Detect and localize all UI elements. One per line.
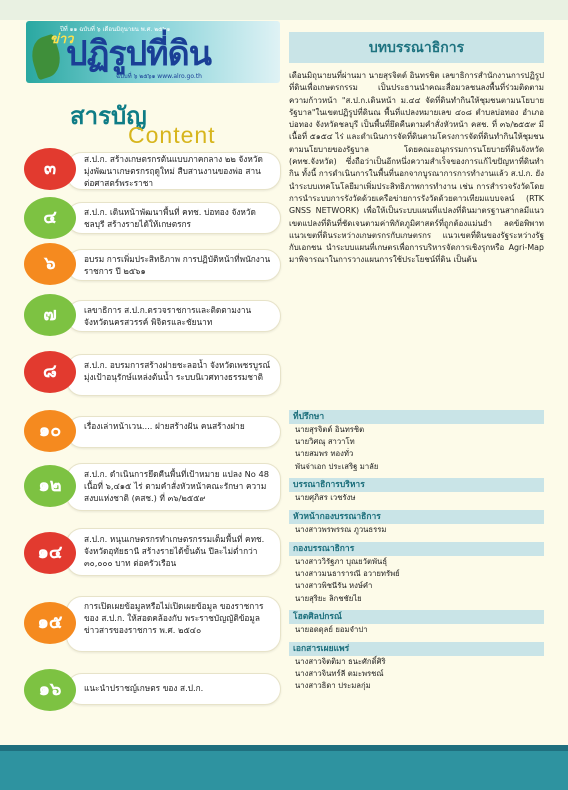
toc-item-text: เรื่องเล่าหน้าเวน.... ฝายสร้างฝัน คนสร้างฝาย [84,421,245,431]
page-number-bubble: ๘ [24,351,76,393]
toc-item-text: ส.ป.ก. สร้างเกษตรกรต้นแบบภาคกลาง ๒๒ จังหวัด มุ่งพัฒนาเกษตรกรฤดูใหม่ สืบสานงานของพ่อ สานต่อศาสตร์พระราชา [84,154,263,188]
staff-names [289,492,544,504]
staff-heading: หัวหน้ากองบรรณาธิการ [289,510,544,524]
staff-names [289,624,544,636]
staff-section-executive-editor [289,478,544,504]
toc-item[interactable] [24,669,281,713]
staff-section-chief-editor [289,510,544,536]
toc-item-text: การเปิดเผยข้อมูลหรือไม่เปิดเผยข้อมูล ของราชการของ ส.ป.ก. ให้สอดคล้องกับ พระราชบัญญัติข้อมูลข่าวสารของราชการ พ.ศ. ๒๕๔๐ [84,601,264,635]
staff-names [289,424,544,473]
staff-name: นางสาวธิดา ประมลกุ่ม [295,681,371,691]
toc-item[interactable] [24,528,281,580]
toc-item[interactable] [24,243,281,287]
masthead-title: ปฏิรูปที่ดิน [66,35,211,73]
toc-item[interactable] [24,351,281,399]
toc-title-english: Content [128,122,216,148]
bottom-band-stripe [0,745,568,751]
staff-name: นายอดดุลย์ ยอมจำปา [295,625,368,634]
toc-item[interactable] [24,596,281,652]
staff-heading: เอกสารเผยแพร่ [289,642,544,656]
staff-section-advisors [289,410,544,473]
staff-names [289,556,544,605]
editorial-heading: บทบรรณาธิการ [368,39,465,55]
toc-title-thai: สารบัญ [70,103,147,130]
toc-item[interactable] [24,294,281,338]
staff-section-distribution [289,642,544,693]
toc-item-text: ส.ป.ก. เดินหน้าพัฒนาพื้นที่ คทช. บ่อทอง จังหวัดชลบุรี สร้างรายได้ให้เกษตรกร [84,207,256,229]
toc-item-text: แนะนำปราชญ์เกษตร ของ ส.ป.ก. [84,683,204,693]
staff-heading: บรรณาธิการบริหาร [289,478,544,492]
staff-name: นางสาวมนธารารณี อวายทรัพย์ [295,569,400,579]
toc-item[interactable] [24,463,281,513]
toc-item[interactable] [24,198,281,238]
toc-item-text: อบรม การเพิ่มประสิทธิภาพ การปฏิบัติหน้าที่พนักงานราชการ ปี ๒๕๖๑ [84,254,271,276]
staff-heading: กองบรรณาธิการ [289,542,544,556]
staff-name: นางสาววิรัฐภา บุณยวัตพันธุ์ [295,557,388,566]
masthead-ribbon: ปีที่ ๑๑ ฉบับที่ ๖ เดือนมิถุนายน พ.ศ. ๒๕๖๑ [60,26,171,33]
staff-section-editorial-board [289,542,544,605]
editorial-header [289,32,544,63]
staff-name: นายศุภิสร เวชรังษ [295,493,356,502]
staff-name: นายสุริยะ ลิกชชัยไย [295,593,362,603]
staff-name: พันจ่าเอก ประเสริฐ มาลัย [295,461,379,471]
toc-item-text: ส.ป.ก. หนุนเกษตรกรทำเกษตรกรรมเต็มพื้นที่ คทช. จังหวัดอุทัยธานี สร้างรายได้ขั้นต้น ปีละไม่ต่ำกว่า ๓๐,๐๐๐ บาท ต่อครัวเรือน [84,534,265,568]
staff-name: นายสมพร ทองทั่ว [295,449,354,459]
bottom-band [0,745,568,790]
staff-name: นางสาวพรพรรณ ภูวนธรรม [295,525,387,534]
page-number-bubble: ๑๒ [24,465,76,507]
top-band [0,0,568,20]
page-number-bubble: ๗ [24,294,76,336]
editorial-body: เดือนมิถุนายนที่ผ่านมา นายสุรจิตต์ อินทรชิต เลขาธิการสำนักงานการปฏิรูปที่ดินเพื่อเกษตรกรรม เป็นประธานนำคณะสื่อมวลชนลงพื้นที่ร่วมติดตามความก้าวหน้า "ส.ป.ก.เดินหน้า ม.๔๔ จัดที่ดินทำกินให้ชุมชนตามนโยบายรัฐบาล"ในเขตปฏิรูปที่ดินณ พื้นที่แปลงหมายเลข ๔๐๘ ตำบลบ่อทอง อำเภอบ่อทอง จังหวัดชลบุรี เป็นพื้นที่ยึดคืนตามคำสั่งหัวหน้า คสช. ที่ ๓๖/๒๕๕๙ มีเนื้อที่ ๕๑๕๔ ไร่ และดำเนินการจัดที่ดินตามโครงการจัดที่ดินทำกินให้ชุมชนตามนโยบายของรัฐบาล โดยคณะอนุกรรมการนโยบายที่ดินจังหวัด (คทช.จังหวัด) ซึ่งถือว่าเป็นอีกหนึ่งความสำเร็จของการแก้ไขปัญหาที่ดินทำกิน ทั้งนี้ การดำเนินการในพื้นที่นอกจากบูรณาการการทำงานแล้ว ส.ป.ก. ยังนำระบบเทคโนโลยีมาเพิ่มประสิทธิภาพการทำงาน เช่น การสำรวจรังวัดโดยการนำระบบการรังวัดด้วยเครือข่ายการรังวัดด้วยดาวเทียมแบบจลน์ (RTK GNSS NETWORK) เพื่อให้เป็นระบบแผนที่แปลงที่ดินมาตรฐานสากลมีแนวเขตแปลงที่ดินที่ชัดเจนตามค่าพิกัดภูมิศาสตร์ที่ถูกต้องแม่นยำ ลดข้อพิพาทแนวเขตที่ดินระหว่างเกษตรกรกับเกษตรกร แนวเขตที่ดินของรัฐระหว่างรัฐกับเอกชน นำระบบแผนที่เกษตรเพื่อการบริหารจัดการเชิงรุกหรือ Agri-Map มาพิจารณาในการวางแผนการใช้ประโยชน์ที่ดิน เป็นต้น [289,71,544,265]
masthead-logo [26,21,280,83]
staff-names [289,656,544,693]
page-number-bubble: ๖ [24,243,76,285]
staff-name: นายสุรจิตต์ อินทรชิต [295,425,365,434]
toc-item-text: ส.ป.ก. ดำเนินการยึดคืนพื้นที่เป้าหมาย แปลง No 48 เนื้อที่ ๖,๔๑๕ ไร่ ตามคำสั่งหัวหน้าคณะรักษา ความสงบแห่งชาติ (คสช.) ที่ ๓๖/๒๕๕๙ [84,469,270,503]
staff-names [289,524,544,536]
staff-name: นางสาวพิชนีรัน หงษ์คำ [295,581,373,591]
page-number-bubble: ๑๖ [24,669,76,711]
toc-item-text: เลขาธิการ ส.ป.ก.ตรวจราชการและติดตามงาน จังหวัดนครสวรรค์ พิจิตรและชัยนาท [84,305,252,327]
staff-heading: ที่ปรึกษา [289,410,544,424]
toc-item[interactable] [24,150,281,190]
staff-name: นางสาวจิตติมา ธนะศักดิ์ศิริ [295,657,386,666]
toc-item-text: ส.ป.ก. อบรมการสร้างฝายชะลอน้ำ จังหวัดเพชรบูรณ์ มุ่งเป้าอนุรักษ์แหล่งต้นน้ำ ระบบนิเวศทางธรรมชาติ [84,360,271,382]
staff-name: นางสาวจินทร์ลี ตมะพรชณ์ [295,669,384,679]
page-number-bubble: ๔ [24,197,76,239]
page-number-bubble: ๑๕ [24,602,76,644]
staff-section-audiovisual [289,610,544,636]
masthead-small-word: ข่าว [50,32,74,47]
page-number-bubble: ๓ [24,148,76,190]
staff-name: นายวิศณุ สาวาโท [295,437,355,447]
page-number-bubble: ๑๐ [24,410,76,452]
masthead-issue-line: ฉบับที่ ๖ ๒๕๖๑ www.alro.go.th [116,73,202,80]
page-number-bubble: ๑๔ [24,532,76,574]
staff-heading: โฮตศิลปกรณ์ [289,610,544,624]
toc-item[interactable] [24,410,281,454]
